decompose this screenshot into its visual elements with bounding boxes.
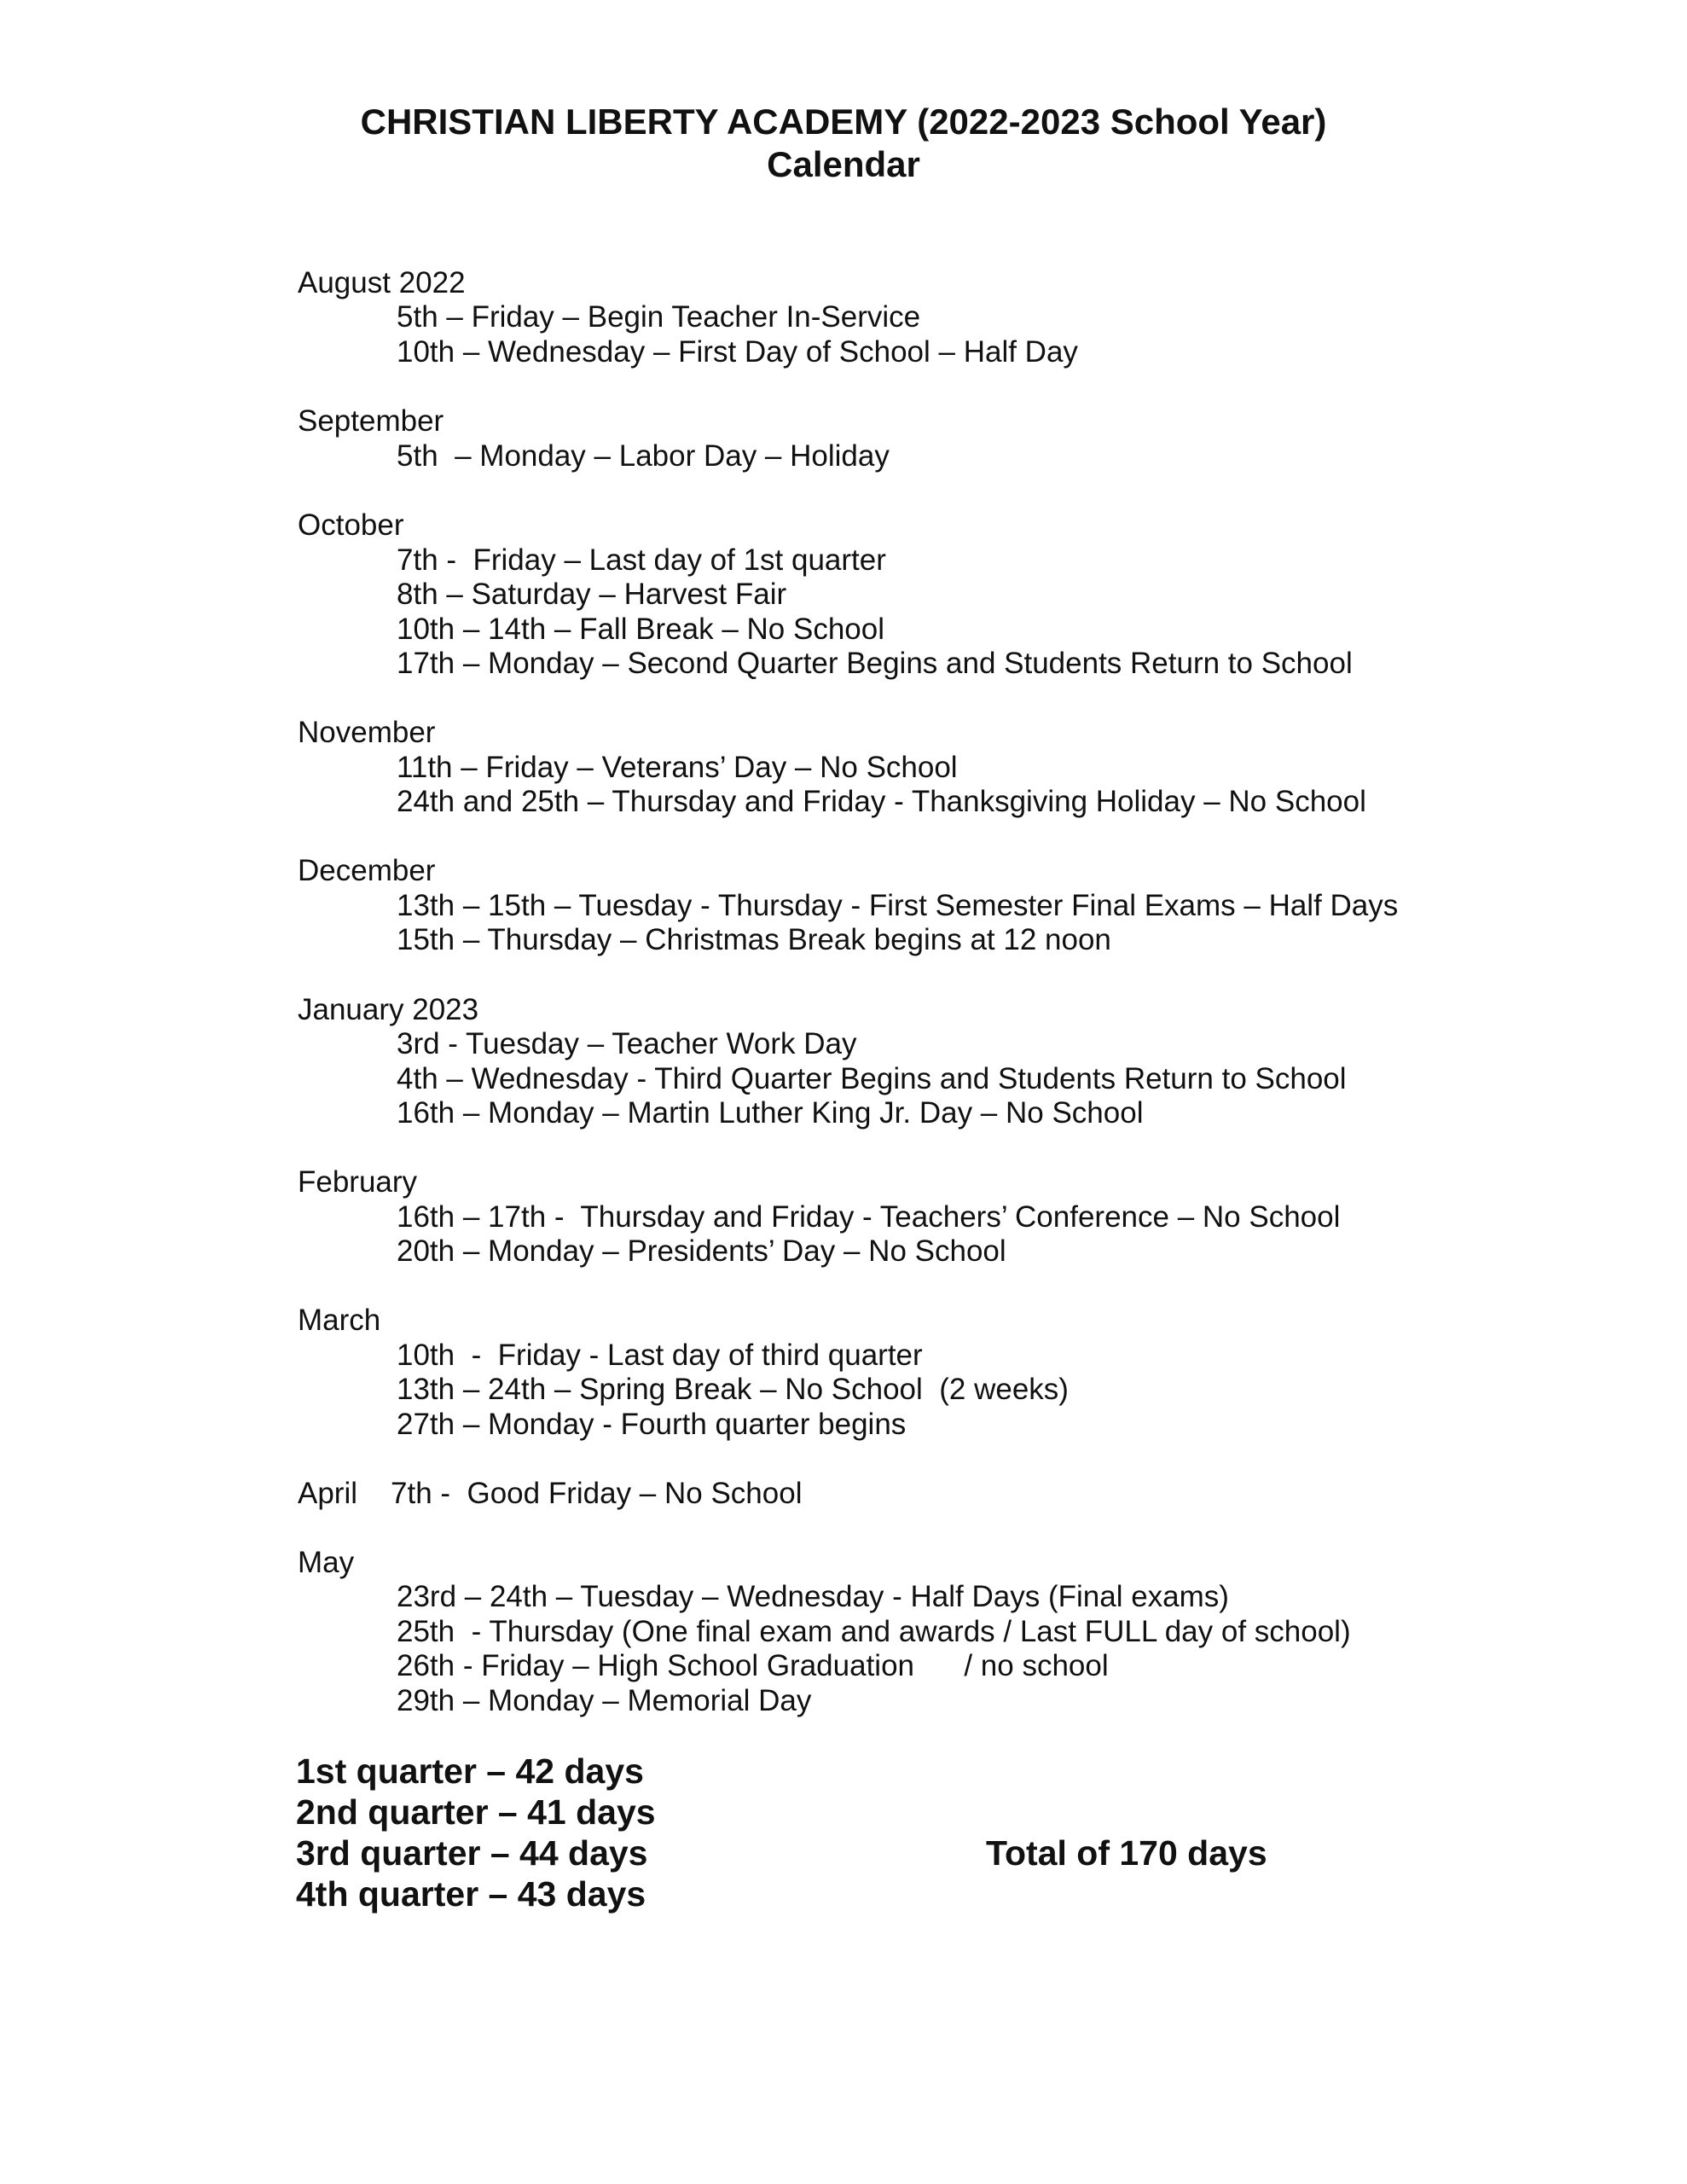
month-heading: September — [298, 404, 444, 438]
month-heading: March — [298, 1304, 381, 1337]
calendar-event: 17th – Monday – Second Quarter Begins and Students Return to School — [397, 647, 1353, 680]
calendar-event: 16th – 17th - Thursday and Friday - Teachers’ Conference – No School — [397, 1200, 1341, 1234]
total-days: Total of 170 days — [986, 1833, 1267, 1873]
calendar-event: 11th – Friday – Veterans’ Day – No School — [397, 751, 958, 784]
month-heading: January 2023 — [298, 993, 479, 1026]
calendar-event: 7th - Good Friday – No School — [391, 1477, 803, 1510]
month-heading: November — [298, 716, 436, 749]
quarter-days: 4th quarter – 43 days — [296, 1874, 646, 1914]
calendar-event: 15th – Thursday – Christmas Break begins at 12 noon — [397, 923, 1111, 956]
calendar-event: 5th – Monday – Labor Day – Holiday — [397, 439, 890, 473]
calendar-event: 24th and 25th – Thursday and Friday - Thanksgiving Holiday – No School — [397, 785, 1366, 818]
calendar-event: 7th - Friday – Last day of 1st quarter — [397, 543, 886, 577]
calendar-event: 8th – Saturday – Harvest Fair — [397, 578, 787, 611]
page-title: CHRISTIAN LIBERTY ACADEMY (2022-2023 School Year) — [360, 102, 1327, 142]
month-heading: December — [298, 854, 436, 887]
quarter-days: 1st quarter – 42 days — [296, 1751, 644, 1791]
calendar-event: 3rd - Tuesday – Teacher Work Day — [397, 1027, 857, 1060]
calendar-event: 10th - Friday - Last day of third quarter — [397, 1339, 923, 1372]
calendar-event: 13th – 24th – Spring Break – No School (2 weeks) — [397, 1373, 1069, 1406]
month-heading: February — [298, 1165, 418, 1199]
calendar-event: 23rd – 24th – Tuesday – Wednesday - Half Days (Final exams) — [397, 1580, 1229, 1613]
calendar-event: 13th – 15th – Tuesday - Thursday - First Semester Final Exams – Half Days — [397, 889, 1399, 922]
month-heading: May — [298, 1546, 355, 1579]
calendar-event: 20th – Monday – Presidents’ Day – No School — [397, 1234, 1006, 1268]
calendar-event: 10th – Wednesday – First Day of School – Half Day — [397, 335, 1078, 369]
calendar-event: 5th – Friday – Begin Teacher In-Service — [397, 300, 921, 334]
quarter-days: 2nd quarter – 41 days — [296, 1792, 656, 1832]
calendar-event: 26th - Friday – High School Graduation / no school — [397, 1649, 1109, 1682]
month-heading: August 2022 — [298, 266, 466, 299]
calendar-event: 25th - Thursday (One final exam and awards / Last FULL day of school) — [397, 1615, 1351, 1648]
calendar-event: 29th – Monday – Memorial Day — [397, 1684, 812, 1717]
quarter-days: 3rd quarter – 44 days — [296, 1833, 648, 1873]
month-heading: October — [298, 508, 404, 542]
month-heading: April — [298, 1477, 358, 1510]
calendar-event: 10th – 14th – Fall Break – No School — [397, 613, 885, 646]
page-subtitle: Calendar — [767, 144, 920, 184]
calendar-event: 16th – Monday – Martin Luther King Jr. Day – No School — [397, 1096, 1144, 1130]
calendar-event: 27th – Monday - Fourth quarter begins — [397, 1408, 907, 1441]
calendar-event: 4th – Wednesday - Third Quarter Begins and Students Return to School — [397, 1062, 1347, 1095]
